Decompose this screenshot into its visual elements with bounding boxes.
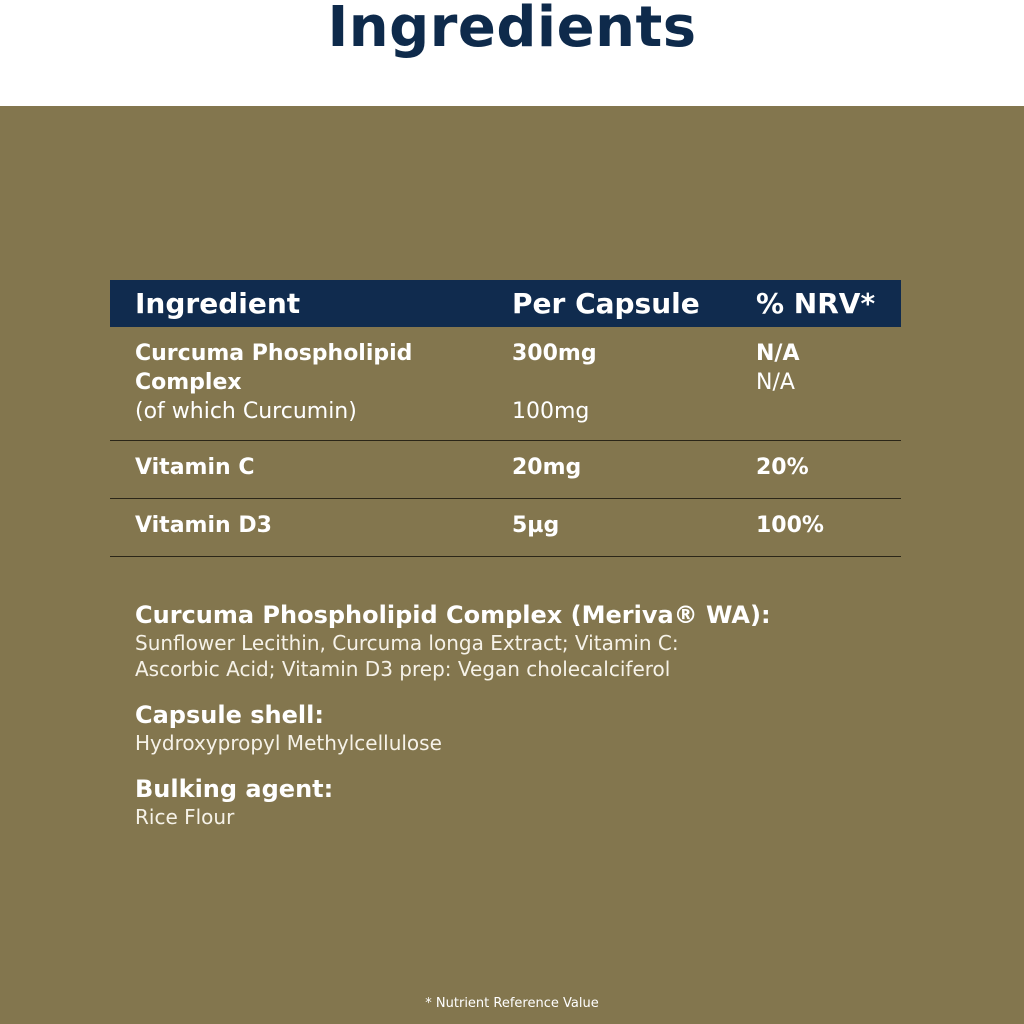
header <box>0 0 1024 106</box>
header-nrv: % NRV* <box>756 287 876 320</box>
per-capsule-cell <box>512 339 597 426</box>
note-text: Rice Flour <box>135 805 235 829</box>
note-meriva <box>135 600 895 682</box>
note-text: Ascorbic Acid; Vitamin D3 prep: Vegan cholecalciferol <box>135 657 671 681</box>
note-capsule-shell <box>135 700 895 756</box>
ingredient-cell <box>135 339 412 426</box>
table-row <box>110 327 901 441</box>
note-bulking-agent <box>135 774 895 830</box>
ingredients-panel <box>0 106 1024 1024</box>
nrv-cell <box>756 339 799 397</box>
note-title: Bulking agent: <box>135 775 334 803</box>
nrv-subvalue: N/A <box>756 370 795 395</box>
per-capsule-value: 20mg <box>512 455 582 480</box>
note-title: Capsule shell: <box>135 701 324 729</box>
nrv-value: N/A <box>756 341 800 366</box>
footnote: * Nutrient Reference Value <box>425 996 599 1011</box>
ingredient-subname: (of which Curcumin) <box>135 399 357 424</box>
table-header <box>110 280 901 327</box>
ingredient-notes <box>135 600 895 848</box>
header-per-capsule: Per Capsule <box>512 287 700 320</box>
note-text: Sunflower Lecithin, Curcuma longa Extract; Vitamin C: <box>135 631 679 655</box>
ingredient-name: Vitamin C <box>135 455 255 480</box>
per-capsule-value: 300mg <box>512 341 597 366</box>
table-row <box>110 499 901 557</box>
nrv-value: 20% <box>756 455 809 480</box>
header-ingredient: Ingredient <box>135 287 301 320</box>
ingredient-name: Complex <box>135 370 242 395</box>
table-row <box>110 441 901 499</box>
nutrition-table <box>110 280 901 557</box>
note-title: Curcuma Phospholipid Complex (Meriva® WA): <box>135 601 771 629</box>
ingredient-name: Curcuma Phospholipid <box>135 341 413 366</box>
note-text: Hydroxypropyl Methylcellulose <box>135 731 442 755</box>
per-capsule-subvalue: 100mg <box>512 399 590 424</box>
page-title: Ingredients <box>327 0 697 60</box>
per-capsule-value: 5µg <box>512 513 560 538</box>
ingredient-name: Vitamin D3 <box>135 513 272 538</box>
nrv-value: 100% <box>756 513 824 538</box>
